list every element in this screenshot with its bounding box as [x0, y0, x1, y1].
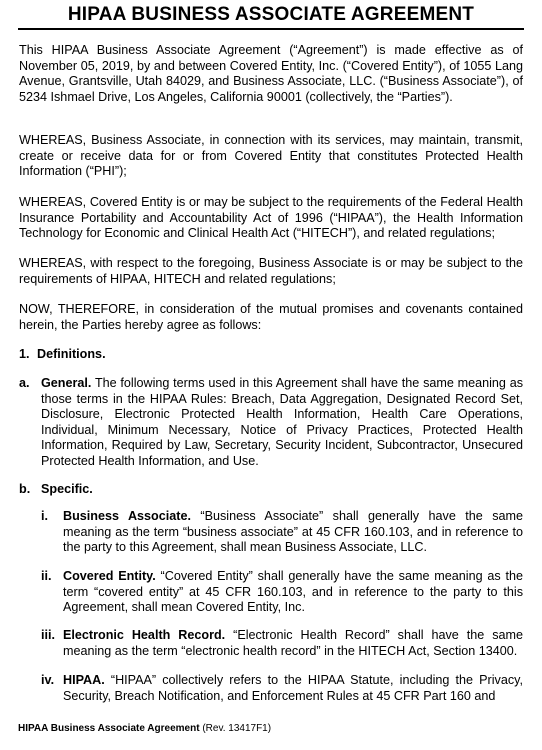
item-i-text: [63, 509, 523, 556]
footer-revision: (Rev. 13417F1): [202, 723, 272, 734]
now-therefore-paragraph: NOW, THEREFORE, in consideration of the mutual promises and covenants contained herein, the Parties hereby agree as follows:: [19, 302, 523, 332]
document-title: HIPAA BUSINESS ASSOCIATE AGREEMENT: [67, 4, 475, 25]
clause-a-body: The following terms used in this Agreement shall have the same meaning as those terms in the HIPAA Rules: Breach, Data Aggregation, Designated Record Set, Disclosure, Electronic Protected Health Information, Health Care Operations, Individual, Minimum Necessary, Notice of Privacy Practices, Protected Health Information, Required by Law, Secretary, Security Incident, Subcontractor, Unsecured Protected Health Information, and Use.: [41, 376, 523, 468]
clause-b-marker: b.: [19, 482, 31, 496]
item-ii-marker: ii.: [41, 569, 52, 583]
section-1-heading: Definitions.: [37, 347, 106, 361]
clause-a-text: [41, 376, 523, 470]
title-underline: [18, 28, 524, 30]
item-iv-heading: HIPAA.: [63, 673, 105, 687]
intro-paragraph: This HIPAA Business Associate Agreement (“Agreement”) is made effective as of November 05, 2019, by and between Covered Entity, Inc. (“Covered Entity”), of 1055 Lang Avenue, Grantsville, Utah 84029, and Business Associate, LLC. (“Business Associate”), of 5234 Ishmael Drive, Los Angeles, California 90001 (collectively, the “Parties”).: [19, 43, 523, 104]
item-iii-body: “Electronic Health Record” shall have the same meaning as the term “electronic health record” in the HITECH Act, Section 13400.: [63, 628, 523, 658]
item-iii-marker: iii.: [41, 628, 55, 642]
item-iv-text: [63, 673, 523, 704]
item-iv-marker: iv.: [41, 673, 55, 687]
item-i-body: “Business Associate” shall generally have the same meaning as the term “business associate” at 45 CFR 160.103, and in reference to the party to this Agreement, shall mean Business Associate, LLC.: [63, 509, 523, 555]
page-footer: [18, 723, 271, 734]
item-iii-heading: Electronic Health Record.: [63, 628, 226, 642]
whereas-paragraph-1: WHEREAS, Business Associate, in connection with its services, may maintain, transmit, create or receive data for or from Covered Entity that constitutes Protected Health Information (“PHI”);: [19, 133, 523, 179]
item-ii-body: “Covered Entity” shall generally have the same meaning as the term “covered entity” at 45 CFR 160.103, and in reference to the party to this Agreement, shall mean Covered Entity, Inc.: [63, 569, 523, 615]
item-ii-heading: Covered Entity.: [63, 569, 156, 583]
clause-a-marker: a.: [19, 376, 30, 390]
whereas-paragraph-2: WHEREAS, Covered Entity is or may be subject to the requirements of the Federal Health Insurance Portability and Accountability Act of 1996 (“HIPAA”), the Health Information Technology for Economic and Clinical Health Act (“HITECH”), and related regulations;: [19, 195, 523, 241]
clause-b-heading: Specific.: [41, 482, 93, 496]
clause-a-heading: General.: [41, 376, 92, 390]
section-1-number: 1.: [19, 347, 30, 361]
item-i-heading: Business Associate.: [63, 509, 191, 523]
item-iv-body: “HIPAA” collectively refers to the HIPAA Statute, including the Privacy, Security, Breach Notification, and Enforcement Rules at 45 CFR Part 160 and: [63, 673, 523, 703]
footer-title: HIPAA Business Associate Agreement: [18, 723, 200, 734]
item-i-marker: i.: [41, 509, 48, 523]
item-ii-text: [63, 569, 523, 616]
whereas-paragraph-3: WHEREAS, with respect to the foregoing, Business Associate is or may be subject to the requirements of HIPAA, HITECH and related regulations;: [19, 256, 523, 286]
item-iii-text: [63, 628, 523, 659]
